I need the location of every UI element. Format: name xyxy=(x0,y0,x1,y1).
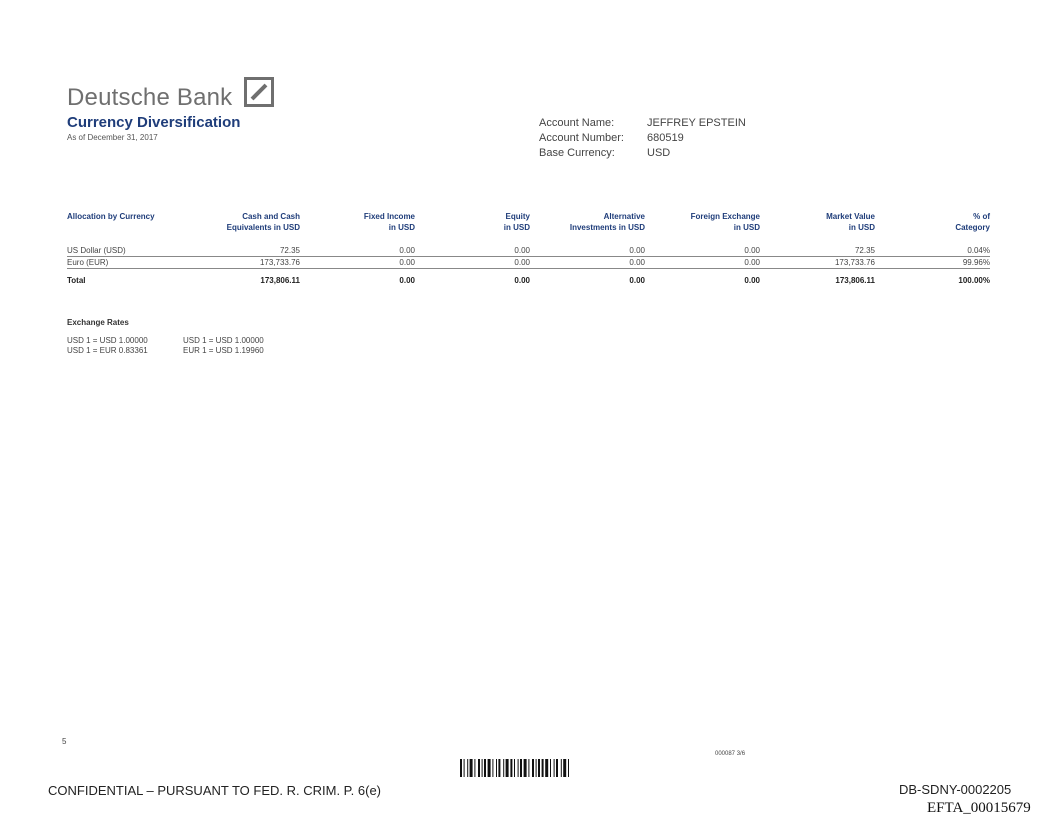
row-foreign-exchange: 0.00 xyxy=(744,258,760,267)
bank-name: Deutsche Bank xyxy=(67,84,233,111)
total-label: Total xyxy=(67,276,86,285)
header-line: Alternative xyxy=(603,212,645,221)
header-equity xyxy=(504,211,530,233)
exchange-rate: EUR 1 = USD 1.19960 xyxy=(183,346,264,355)
header-percent-category xyxy=(955,211,990,233)
table-row xyxy=(67,257,990,269)
header-line: Category xyxy=(955,223,990,232)
header-allocation xyxy=(67,211,155,222)
batch-code: 000087 3/6 xyxy=(715,751,746,757)
header-line: Fixed Income xyxy=(363,212,415,221)
header-line: Market Value xyxy=(826,212,875,221)
row-percent: 99.96% xyxy=(962,258,990,267)
header-line: Equivalents in USD xyxy=(226,223,300,232)
header-line: Investments in USD xyxy=(569,223,645,232)
table-total-row xyxy=(67,275,990,286)
exchange-rate: USD 1 = EUR 0.83361 xyxy=(67,346,148,355)
account-name-value: JEFFREY EPSTEIN xyxy=(647,117,746,129)
header-market-value xyxy=(826,211,875,233)
base-currency-label: Base Currency: xyxy=(539,147,615,159)
total-cash: 173,806.11 xyxy=(260,276,300,285)
row-fixed-income: 0.00 xyxy=(399,258,415,267)
row-foreign-exchange: 0.00 xyxy=(744,246,760,255)
header-line: in USD xyxy=(388,223,415,232)
row-alternative: 0.00 xyxy=(629,258,645,267)
row-currency: US Dollar (USD) xyxy=(67,246,126,255)
header-line: Cash and Cash xyxy=(242,212,300,221)
header-line: in USD xyxy=(503,223,530,232)
row-market-value: 173,733.76 xyxy=(834,258,875,267)
total-percent: 100.00% xyxy=(958,276,990,285)
header-alternative xyxy=(570,211,645,233)
barcode-icon xyxy=(460,759,612,777)
table-row xyxy=(67,245,990,257)
row-currency: Euro (EUR) xyxy=(67,258,109,267)
efta-number: EFTA_00015679 xyxy=(927,800,1031,816)
total-alternative: 0.00 xyxy=(629,276,645,285)
base-currency-value: USD xyxy=(647,147,671,159)
row-market-value: 72.35 xyxy=(854,246,875,255)
document-title: Currency Diversification xyxy=(67,114,241,131)
header-line: in USD xyxy=(848,223,875,232)
row-equity: 0.00 xyxy=(514,258,530,267)
exchange-rates-title: Exchange Rates xyxy=(67,318,129,327)
header-foreign-exchange xyxy=(691,211,760,233)
row-fixed-income: 0.00 xyxy=(399,246,415,255)
exchange-rate: USD 1 = USD 1.00000 xyxy=(183,336,264,345)
row-percent: 0.04% xyxy=(967,246,990,255)
account-number-value: 680519 xyxy=(647,132,684,144)
header-line: % of xyxy=(973,212,990,221)
as-of-date: As of December 31, 2017 xyxy=(67,133,158,142)
account-number-label: Account Number: xyxy=(539,132,624,144)
account-name-label: Account Name: xyxy=(539,117,615,129)
row-cash: 72.35 xyxy=(279,246,300,255)
header-line: in USD xyxy=(733,223,760,232)
header-line: Foreign Exchange xyxy=(690,212,760,221)
exchange-rate: USD 1 = USD 1.00000 xyxy=(67,336,148,345)
row-cash: 173,733.76 xyxy=(259,258,300,267)
total-foreign-exchange: 0.00 xyxy=(744,276,760,285)
confidential-notice: CONFIDENTIAL – PURSUANT TO FED. R. CRIM. P. 6(e) xyxy=(48,783,382,798)
total-fixed-income: 0.00 xyxy=(399,276,415,285)
row-alternative: 0.00 xyxy=(629,246,645,255)
page-number: 5 xyxy=(62,737,67,746)
total-market-value: 173,806.11 xyxy=(835,276,875,285)
header-fixed-income xyxy=(364,211,415,233)
header-line: Equity xyxy=(505,212,530,221)
row-equity: 0.00 xyxy=(514,246,530,255)
header-line: Allocation by Currency xyxy=(67,212,155,221)
total-equity: 0.00 xyxy=(514,276,530,285)
bates-number: DB-SDNY-0002205 xyxy=(899,782,1012,797)
header-cash xyxy=(227,211,300,233)
bank-logo-icon xyxy=(244,77,274,107)
